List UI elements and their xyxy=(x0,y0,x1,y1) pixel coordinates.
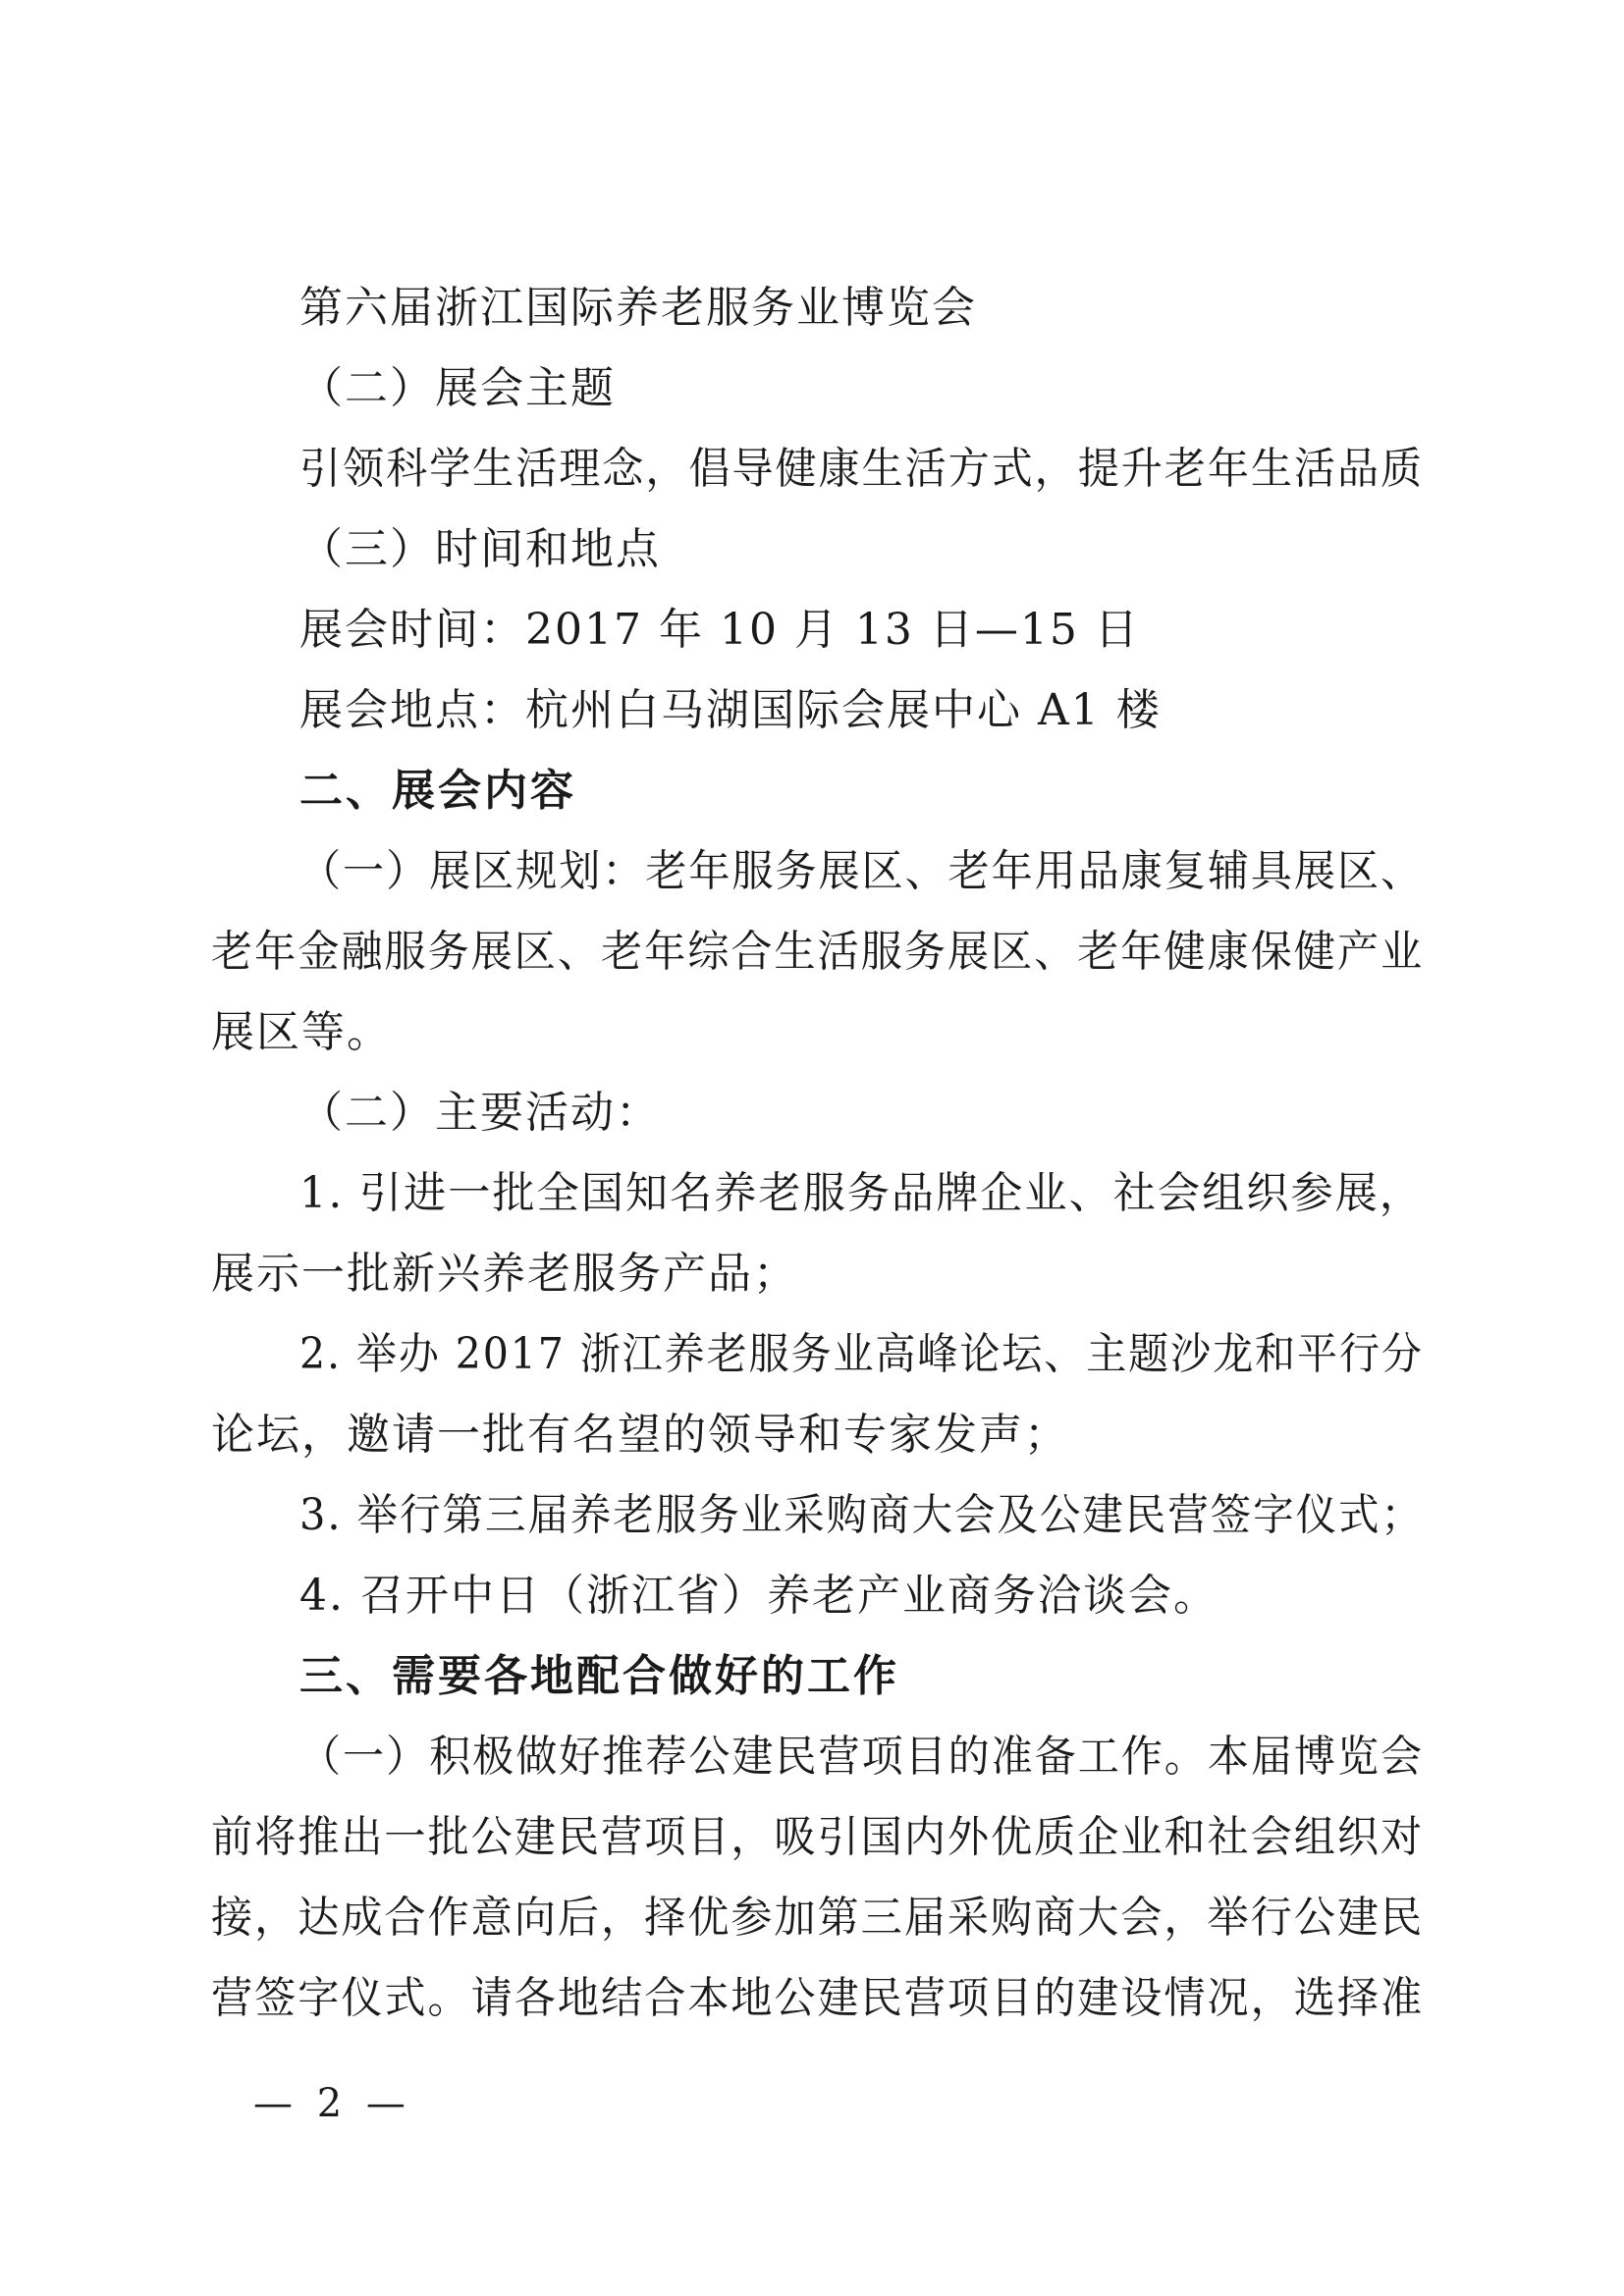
paragraph-line: （一）展区规划：老年服务展区、老年用品康复辅具展区、 xyxy=(299,846,1425,896)
section-subheading: （二）展会主题 xyxy=(299,363,616,413)
paragraph-line: （一）积极做好推荐公建民营项目的准备工作。本届博览会 xyxy=(299,1732,1425,1782)
paragraph-line: 营签字仪式。请各地结合本地公建民营项目的建设情况，选择准 xyxy=(211,1973,1425,2023)
paragraph-line: 展示一批新兴养老服务产品； xyxy=(211,1249,798,1299)
paragraph-line: 引领科学生活理念，倡导健康生活方式，提升老年生活品质 xyxy=(299,444,1425,494)
paragraph-line: 老年金融服务展区、老年综合生活服务展区、老年健康保健产业 xyxy=(211,927,1425,977)
paragraph-line: 论坛，邀请一批有名望的领导和专家发声； xyxy=(211,1410,1069,1460)
paragraph-line: 前将推出一批公建民营项目，吸引国内外优质企业和社会组织对 xyxy=(211,1812,1425,1862)
list-item: 2. 举办 2017 浙江养老服务业高峰论坛、主题沙龙和平行分 xyxy=(299,1329,1424,1379)
paragraph-line: 展会时间：2017 年 10 月 13 日—15 日 xyxy=(299,605,1140,655)
page-number: — 2 — xyxy=(253,2081,411,2126)
paragraph-line: 展区等。 xyxy=(211,1007,392,1057)
paragraph-line: 第六届浙江国际养老服务业博览会 xyxy=(299,283,977,333)
paragraph-line: 接，达成合作意向后，择优参加第三届采购商大会，举行公建民 xyxy=(211,1893,1425,1943)
list-item: 3. 举行第三届养老服务业采购商大会及公建民营签字仪式； xyxy=(299,1490,1424,1540)
list-item: 1. 引进一批全国知名养老服务品牌企业、社会组织参展， xyxy=(299,1168,1424,1218)
section-heading: 三、需要各地配合做好的工作 xyxy=(299,1651,899,1701)
section-subheading: （三）时间和地点 xyxy=(299,524,661,574)
paragraph-line: 展会地点：杭州白马湖国际会展中心 A1 楼 xyxy=(299,685,1162,735)
section-subheading: （二）主要活动： xyxy=(299,1088,661,1138)
section-heading: 二、展会内容 xyxy=(299,766,576,816)
list-item: 4. 召开中日（浙江省）养老产业商务洽谈会。 xyxy=(299,1571,1218,1621)
